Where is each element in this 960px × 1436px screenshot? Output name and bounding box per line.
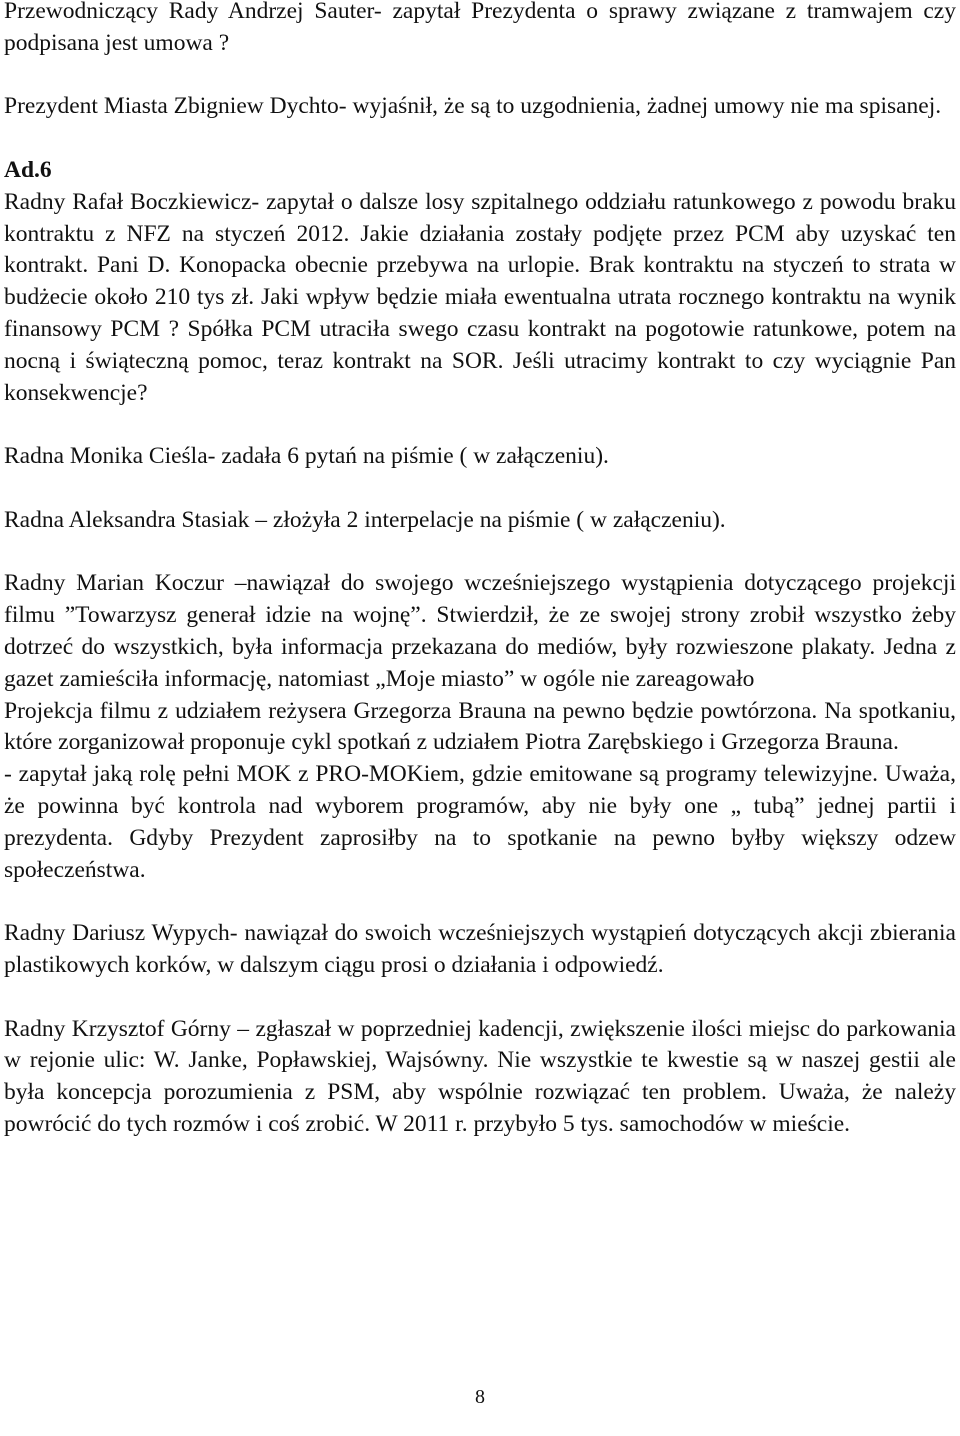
paragraph-ciesla: Radna Monika Cieśla- zadała 6 pytań na piśmie ( w załączeniu). [4, 443, 609, 470]
paragraph-block [4, 441, 956, 473]
section-ad6 [4, 155, 956, 409]
paragraph-mok-question: - zapytał jaką rolę pełni MOK z PRO-MOKiem, gdzie emitowane są programy telewizyjne. Uważa, że powinna być kontrola nad wyborem programów, aby nie były one „ tubą” jednej partii i prezydenta. Gdyby Prezydent zaprosiłby na to spotkanie na pewno byłby większy odzew społeczeństwa. [4, 761, 956, 883]
paragraph-boczkiewicz: Radny Rafał Boczkiewicz- zapytał o dalsze losy szpitalnego oddziału ratunkowego z powodu braku kontraktu z NFZ na styczeń 2012. Jakie działania zostały podjęte przez PCM aby uzyskać ten kontrakt. Pani D. Konopacka obecnie przebywa na urlopie. Brak kontraktu na styczeń to strata w budżecie około 210 tys zł. Jaki wpływ będzie miała ewentualna utrata rocznego kontraktu na wynik finansowy PCM ? Spółka PCM utraciła swego czasu kontrakt na pogotowie ratunkowe, potem na nocną i świąteczną pomoc, teraz kontrakt na SOR. Jeśli utracimy kontrakt to czy wyciągnie Pan konsekwencje? [4, 188, 956, 406]
paragraph-koczur: Radny Marian Koczur –nawiązał do swojego wcześniejszego wystąpienia dotyczącego projekcji filmu ”Towarzysz generał idzie na wojnę”. Stwierdził, że ze swojej strony zrobił wszystko żeby dotrzeć do wszystkich, była informacja przekazana do mediów, były rozwieszone plakaty. Jedna z gazet zamieściła informację, natomiast „Moje miasto” w ogóle nie zareagowało [4, 570, 956, 692]
paragraph-dychto-answer: Prezydent Miasta Zbigniew Dychto- wyjaśnił, że są to uzgodnienia, żadnej umowy nie ma spisanej. [4, 93, 942, 120]
page-number: 8 [475, 1386, 485, 1408]
paragraph-block [4, 91, 956, 123]
paragraph-block [4, 505, 956, 537]
paragraph-stasiak: Radna Aleksandra Stasiak – złożyła 2 interpelacje na piśmie ( w załączeniu). [4, 506, 726, 533]
paragraph-projekcja: Projekcja filmu z udziałem reżysera Grzegorza Brauna na pewno będzie powtórzona. Na spotkaniu, które zorganizował proponuje cykl spotkań z udziałem Piotra Zarębskiego i Grzegorza Brauna. [4, 697, 956, 756]
paragraph-block [4, 918, 956, 982]
paragraph-block [4, 0, 956, 60]
paragraph-wypych: Radny Dariusz Wypych- nawiązał do swoich wcześniejszych wystąpień dotyczących akcji zbierania plastikowych korków, w dalszym ciągu prosi o działania i odpowiedź. [4, 920, 956, 978]
section-heading: Ad.6 [4, 156, 52, 183]
paragraph-gorny: Radny Krzysztof Górny – zgłaszał w poprzedniej kadencji, zwiększenie ilości miejsc do parkowania w rejonie ulic: W. Janke, Popławskiej, Wajsówny. Nie wszystkie te kwestie są w naszej gestii ale była koncepcja porozumienia z PSM, aby wspólnie rozwiązać ten problem. Uważa, że należy powrócić do tych rozmów i coś zrobić. W 2011 r. przybyło 5 tys. samochodów w mieście. [4, 1015, 956, 1137]
paragraph-block [4, 1014, 956, 1141]
paragraph-sauter-question: Przewodniczący Rady Andrzej Sauter- zapytał Prezydenta o sprawy związane z tramwajem czy podpisana jest umowa ? [4, 0, 956, 56]
paragraph-block-koczur [4, 568, 956, 886]
